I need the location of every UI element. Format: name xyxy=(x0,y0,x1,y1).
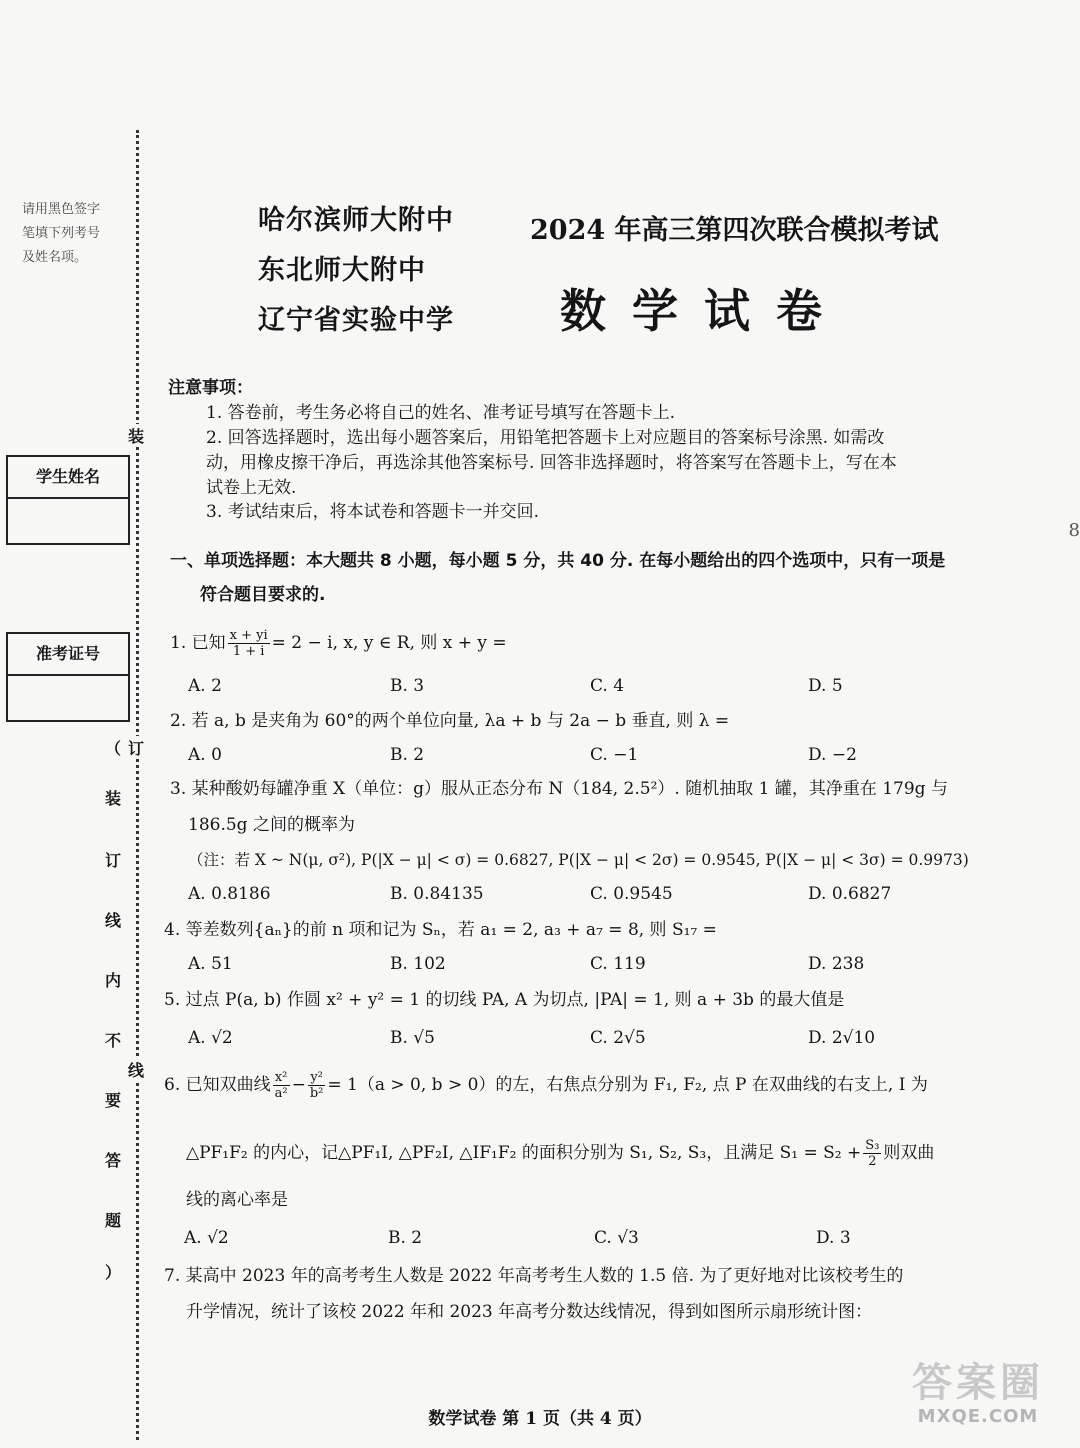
exam-id-box[interactable] xyxy=(6,632,130,722)
q5-option-d[interactable]: D. 2√10 xyxy=(808,1028,876,1048)
q4-option-d[interactable]: D. 238 xyxy=(808,954,865,974)
exam-title: 2024 年高三第四次联合模拟考试 xyxy=(530,215,939,246)
q3-option-a[interactable]: A. 0.8186 xyxy=(188,884,271,904)
question-6-line-2: △PF₁F₂ 的内心，记△PF₁I, △PF₂I, △IF₁F₂ 的面积分别为 S₁, S₂, S₃，且满足 S₁ = S₂ + $\frac{\text{S₃}}{2}$ 则双曲 xyxy=(186,1138,935,1169)
q1-fraction: $\frac{x + yi}{1 + i}$ xyxy=(229,628,268,659)
watermark-logo: 答案圈 MXQE.COM xyxy=(912,1360,1044,1427)
q6-option-a[interactable]: A. √2 xyxy=(184,1228,229,1248)
question-1: 1. 已知 $\frac{x + yi}{1 + i}$ = 2 − i, x, y ∈ R, 则 x + y = xyxy=(170,628,507,659)
question-6-line-1: 6. 已知双曲线 $\frac{\text{x²}}{\text{a²}}$ − $\frac{\text{y²}}{\text{b²}}$ = 1（a > 0, b > 0）的左，右焦点分别为 F₁, F₂, 点 P 在双曲线的右支上, I 为 xyxy=(164,1070,928,1101)
page-footer: 数学试卷 第 1 页（共 4 页） xyxy=(428,1409,652,1429)
section1-heading-2: 符合题目要求的. xyxy=(200,585,326,605)
q4-option-a[interactable]: A. 51 xyxy=(188,954,233,974)
section1-heading-1: 一、单项选择题：本大题共 8 小题，每小题 5 分，共 40 分. 在每小题给出的四个选项中，只有一项是 xyxy=(170,551,946,571)
school-name-3: 辽宁省实验中学 xyxy=(258,305,454,336)
q6-option-c[interactable]: C. √3 xyxy=(594,1228,639,1248)
q2-option-a[interactable]: A. 0 xyxy=(188,745,222,765)
q5-option-a[interactable]: A. √2 xyxy=(188,1028,233,1048)
question-3-line-2: 186.5g 之间的概率为 xyxy=(188,815,355,835)
notice-line-2: 2. 回答选择题时，选出每小题答案后，用铅笔把答题卡上对应题目的答案标号涂黑. 如需改 xyxy=(206,428,885,448)
exam-id-field[interactable] xyxy=(8,676,128,720)
student-name-field[interactable] xyxy=(8,499,128,543)
q4-option-c[interactable]: C. 119 xyxy=(590,954,646,974)
question-3-note: （注：若 X ~ N(μ, σ²), P(|X − μ| < σ) = 0.6827, P(|X − μ| < 2σ) = 0.9545, P(|X − μ| < 3σ) = 0.9973) xyxy=(188,851,969,869)
q6-option-b[interactable]: B. 2 xyxy=(388,1228,423,1248)
q1-option-b[interactable]: B. 3 xyxy=(390,676,425,696)
q5-option-c[interactable]: C. 2√5 xyxy=(590,1028,646,1048)
notice-line-5: 3. 考试结束后，将本试卷和答题卡一并交回. xyxy=(206,502,540,522)
q3-option-b[interactable]: B. 0.84135 xyxy=(390,884,484,904)
q2-option-b[interactable]: B. 2 xyxy=(390,745,425,765)
q1-option-d[interactable]: D. 5 xyxy=(808,676,843,696)
q1-option-c[interactable]: C. 4 xyxy=(590,676,625,696)
notice-line-4: 试卷上无效. xyxy=(206,478,297,498)
school-name-2: 东北师大附中 xyxy=(258,255,426,286)
question-4: 4. 等差数列{aₙ}的前 n 项和记为 Sₙ，若 a₁ = 2, a₃ + a₇ = 8, 则 S₁₇ = xyxy=(164,920,717,940)
q5-option-b[interactable]: B. √5 xyxy=(390,1028,435,1048)
exam-id-label: 准考证号 xyxy=(8,634,128,676)
notice-line-3: 动，用橡皮擦干净后，再选涂其他答案标号. 回答非选择题时，将答案写在答题卡上，写在本 xyxy=(206,453,897,473)
notice-title: 注意事项： xyxy=(168,378,253,398)
zhuang-mark: 装 xyxy=(128,424,144,447)
school-name-1: 哈尔滨师大附中 xyxy=(258,205,454,236)
question-6-line-3: 线的离心率是 xyxy=(186,1190,288,1210)
question-3-line-1: 3. 某种酸奶每罐净重 X（单位：g）服从正态分布 N（184, 2.5²）. 随机抽取 1 罐，其净重在 179g 与 xyxy=(170,779,948,799)
q1-option-a[interactable]: A. 2 xyxy=(188,676,222,696)
q3-option-d[interactable]: D. 0.6827 xyxy=(808,884,892,904)
edge-character: 8 xyxy=(1068,520,1080,541)
question-2: 2. 若 a, b 是夹角为 60°的两个单位向量, λa + b 与 2a − b 垂直, 则 λ = xyxy=(170,711,730,731)
student-name-label: 学生姓名 xyxy=(8,457,128,499)
q6-option-d[interactable]: D. 3 xyxy=(816,1228,851,1248)
q2-option-c[interactable]: C. −1 xyxy=(590,745,639,765)
question-5: 5. 过点 P(a, b) 作圆 x² + y² = 1 的切线 PA, A 为切点, |PA| = 1, 则 a + 3b 的最大值是 xyxy=(164,990,845,1010)
question-7-line-1: 7. 某高中 2023 年的高考考生人数是 2022 年高考考生人数的 1.5 倍. 为了更好地对比该校考生的 xyxy=(164,1266,904,1286)
q2-option-d[interactable]: D. −2 xyxy=(808,745,857,765)
binding-dotted-line xyxy=(136,130,139,1440)
q4-option-b[interactable]: B. 102 xyxy=(390,954,446,974)
student-name-box[interactable] xyxy=(6,455,130,545)
question-7-line-2: 升学情况，统计了该校 2022 年和 2023 年高考分数达线情况，得到如图所示扇形统计图： xyxy=(186,1302,873,1322)
q3-option-c[interactable]: C. 0.9545 xyxy=(590,884,673,904)
margin-instruction: 请用黑色签字 笔填下列考号 及姓名项。 xyxy=(22,202,101,265)
xian-mark: 线 xyxy=(128,1058,144,1081)
paper-title: 数学试卷 xyxy=(560,284,848,338)
ding-mark: 订 xyxy=(128,736,144,759)
notice-line-1: 1. 答卷前，考生务必将自己的姓名、准考证号填写在答题卡上. xyxy=(206,403,676,423)
